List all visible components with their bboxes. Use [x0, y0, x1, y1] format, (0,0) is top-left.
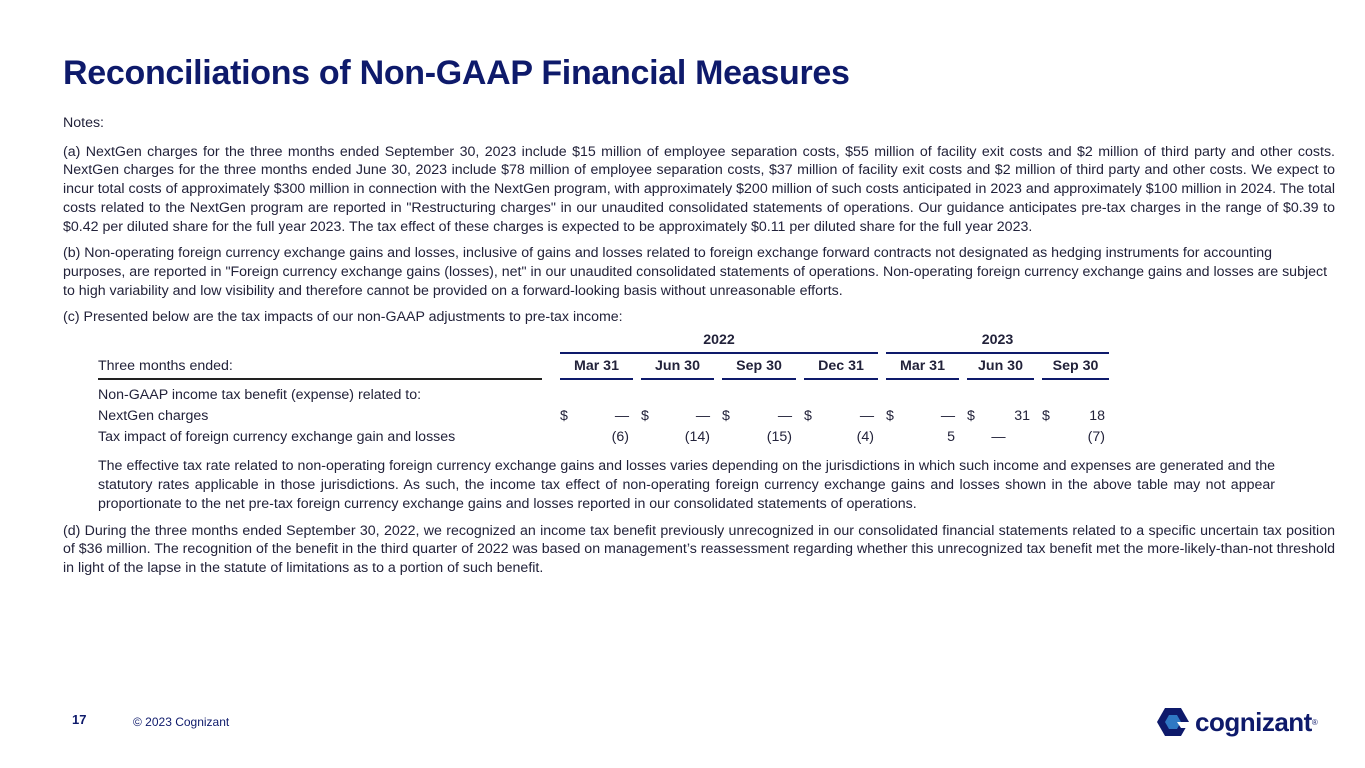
note-a: (a) NextGen charges for the three months ended September 30, 2023 include $15 million of employee separation costs, $55 million of facility exit costs and $2 million of third party and other costs. NextGen charges for the three months ended June 30, 2023 include $78 million of employee separation costs, $37 million of facility exit costs and $2 million of third party and other costs. We expect to incur total costs of approximately $300 million in connection with the NextGen program, with approximately $200 million of such costs anticipated in 2023 and approximately $100 million in 2024. The total costs related to the NextGen program are reported in "Restructuring charges" in our unaudited consolidated statements of operations. Our guidance anticipates pre-tax charges in the range of $0.39 to $0.42 per diluted share for the full year 2023. The tax effect of these charges is expected to be approximately $0.11 per diluted share for the full year 2023. [63, 143, 1335, 235]
table-cell: 31 [1014, 407, 1030, 424]
section-label: Non-GAAP income tax benefit (expense) related to: [98, 386, 422, 403]
cognizant-logo-icon [1155, 706, 1191, 738]
notes-label: Notes: [63, 115, 105, 131]
tax-impact-table [98, 331, 1113, 447]
column-header: Mar 31 [556, 354, 637, 381]
table-cell: — [940, 407, 955, 424]
page-number: 17 [72, 712, 87, 727]
currency-symbol: $ [560, 407, 568, 424]
copyright: © 2023 Cognizant [133, 715, 230, 729]
period-header-row [98, 354, 1113, 381]
cognizant-logo [1155, 706, 1318, 738]
registered-mark: ® [1311, 717, 1318, 727]
currency-symbol: $ [967, 407, 975, 424]
currency-symbol: $ [641, 407, 649, 424]
note-b: (b) Non-operating foreign currency exchange gains and losses, inclusive of gains and losses related to foreign exchange forward contracts not designated as hedging instruments for accounting purposes, are reported in "Foreign currency exchange gains (losses), net" in our unaudited consolidated statements of operations. Non-operating foreign currency exchange gains and losses are subject to high variability and low visibility and therefore cannot be provided on a forward-looking basis without unreasonable efforts. [63, 245, 1328, 299]
column-header: Jun 30 [637, 354, 718, 381]
row-label: Tax impact of foreign currency exchange gain and losses [98, 428, 456, 445]
table-cell: — [695, 407, 710, 424]
table-cell: (14) [684, 428, 710, 445]
table-cell: (6) [611, 428, 629, 445]
year-header-row [98, 331, 1113, 354]
page-title: Reconciliations of Non-GAAP Financial Measures [63, 54, 850, 92]
row-label: NextGen charges [98, 407, 209, 424]
notes-section [63, 114, 1335, 586]
note-d: (d) During the three months ended September 30, 2022, we recognized an income tax benefit previously unrecognized in our consolidated financial statements related to a specific uncertain tax position of $36 million. The recognition of the benefit in the third quarter of 2022 was based on management’s reassessment regarding whether this unrecognized tax benefit met the more-likely-than-not threshold in light of the lapse in the statute of limitations as to a portion of such benefit. [63, 522, 1335, 576]
currency-symbol: $ [804, 407, 812, 424]
note-c-detail: The effective tax rate related to non-operating foreign currency exchange gains and losses varies depending on the jurisdictions in which such income and expenses are generated and the statutory rates applicable in those jurisdictions. As such, the income tax effect of non-operating foreign currency exchange gains and losses shown in the above table may not appear proportionate to the net pre-tax foreign currency exchange gains and losses reported in our consolidated statements of operations. [98, 458, 1275, 512]
column-header: Sep 30 [1038, 354, 1113, 381]
table-cell: (4) [856, 428, 874, 445]
table-row [98, 405, 1113, 426]
table-row [98, 426, 1113, 447]
note-c: (c) Presented below are the tax impacts of our non-GAAP adjustments to pre-tax income: [63, 309, 623, 326]
table-cell: 5 [947, 428, 955, 445]
table-cell: — [777, 407, 792, 424]
table-cell: 18 [1089, 407, 1105, 424]
header-label: Three months ended: [98, 354, 556, 381]
currency-symbol: $ [886, 407, 894, 424]
year-2023-header: 2023 [882, 331, 1113, 354]
table-cell: (15) [766, 428, 792, 445]
column-header: Jun 30 [963, 354, 1038, 381]
column-header: Dec 31 [800, 354, 882, 381]
column-header: Mar 31 [882, 354, 963, 381]
table-cell: — [991, 428, 1006, 445]
logo-wordmark: cognizant [1195, 706, 1312, 737]
year-2022-header: 2022 [556, 331, 882, 354]
table-cell: (7) [1087, 428, 1105, 445]
table-cell: — [859, 407, 874, 424]
column-header: Sep 30 [718, 354, 800, 381]
table-cell: — [614, 407, 629, 424]
currency-symbol: $ [722, 407, 730, 424]
section-row [98, 380, 1113, 405]
currency-symbol: $ [1042, 407, 1050, 424]
